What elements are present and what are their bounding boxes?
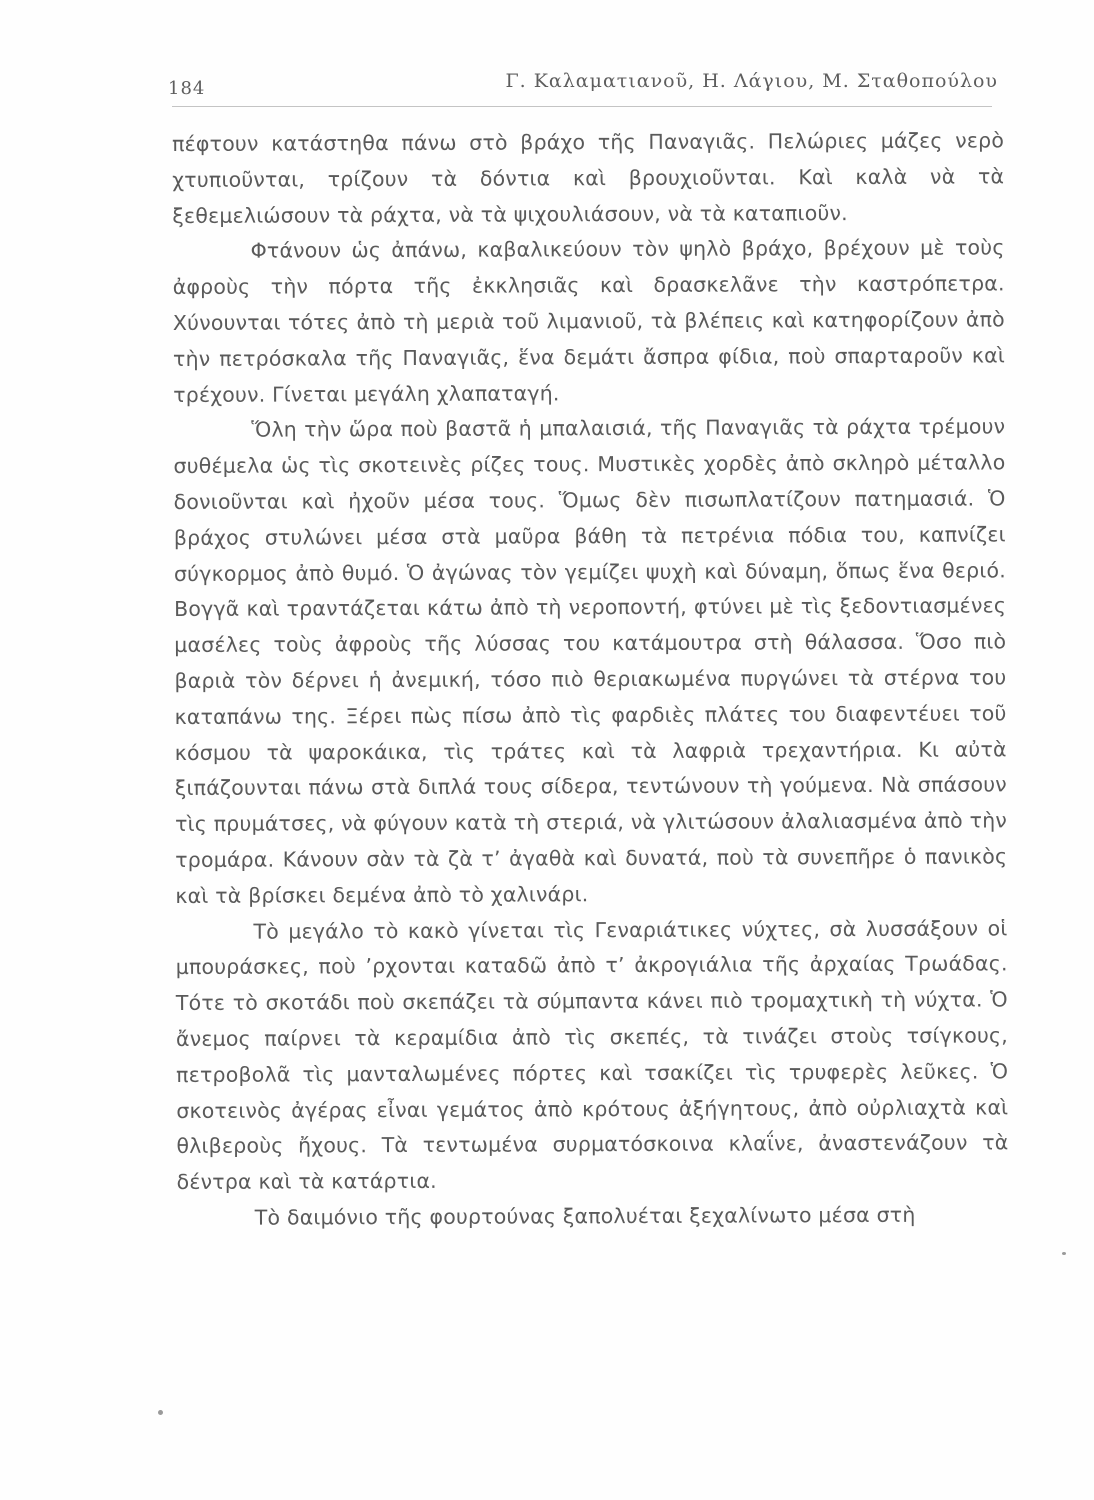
body-text — [172, 123, 1009, 1236]
paragraph: Τὸ μεγάλο τὸ κακὸ γίνεται τὶς Γεναριάτικες νύχτες, σὰ λυσσάξουν οἱ μπουράσκες, ποὺ ’ρχονται καταδῶ ἀπὸ τ’ ἀκρογιάλια τῆς ἀρχαίας Τρωάδας. Τότε τὸ σκοτάδι ποὺ σκεπάζει τὰ σύμπαντα κάνει πιὸ τρομαχτικὴ τὴ νύχτα. Ὁ ἄνεμος παίρνει τὰ κεραμίδια ἀπὸ τὶς σκεπές, τὰ τινάζει στοὺς τσίγκους, πετροβολᾶ τὶς μανταλωμένες πόρτες καὶ τσακίζει τὶς τρυφερὲς λεῦκες. Ὁ σκοτεινὸς ἀγέρας εἶναι γεμάτος ἀπὸ κρότους ἀξήγητους, ἀπὸ οὐρλιαχτὰ καὶ θλιβεροὺς ἤχους. Τὰ τεντωμένα συρματόσκοινα κλαΐνε, ἀναστενάζουν τὰ δέντρα καὶ τὰ κατάρτια. — [175, 915, 1009, 1195]
running-head-authors: Γ. Καλαματιανοῦ, Η. Λάγιου, Μ. Σταθοπούλου — [505, 70, 998, 92]
paragraph: Φτάνουν ὡς ἀπάνω, καβαλικεύουν τὸν ψηλὸ βράχο, βρέχουν μὲ τοὺς ἀφροὺς τὴν πόρτα τῆς ἐκκλησιᾶς καὶ δρασκελᾶνε τὴν καστρόπετρα. Χύνουνται τότες ἀπὸ τὴ μεριὰ τοῦ λιμανιοῦ, τὰ βλέπεις καὶ κατηφορίζουν ἀπὸ τὴν πετρόσκαλα τῆς Παναγιᾶς, ἕνα δεμάτι ἄσπρα φίδια, ποὺ σπαρταροῦν καὶ τρέχουν. Γίνεται μεγάλη χλαπαταγή. — [172, 235, 1006, 407]
page-header — [168, 70, 998, 106]
page-number: 184 — [168, 78, 206, 99]
paragraph-continues: Τὸ δαιμόνιο τῆς φουρτούνας ξαπολυέται ξεχαλίνωτο μέσα στὴ — [254, 1202, 916, 1230]
ink-speck — [158, 1410, 163, 1415]
paragraph-continued: πέφτουν κατάστηθα πάνω στὸ βράχο τῆς Παναγιᾶς. Πελώριες μάζες νερὸ χτυπιοῦνται, τρίζουν τὰ δόντια καὶ βρουχιοῦνται. Καὶ καλὰ νὰ τὰ ξεθεμελιώσουν τὰ ράχτα, νὰ τὰ ψιχουλιάσουν, νὰ τὰ καταπιοῦν. — [172, 128, 1005, 228]
header-rule — [172, 106, 992, 107]
ink-speck — [1062, 1252, 1066, 1255]
paragraph: Ὅλη τὴν ὥρα ποὺ βαστᾶ ἡ μπαλαισιά, τῆς Παναγιᾶς τὰ ράχτα τρέμουν συθέμελα ὡς τὶς σκοτεινὲς ρίζες τους. Μυστικὲς χορδὲς ἀπὸ σκληρὸ μέταλλο δονιοῦνται καὶ ἠχοῦν μέσα τους. Ὅμως δὲν πισωπλατίζουν πατημασιά. Ὁ βράχος στυλώνει μέσα στὰ μαῦρα βάθη τὰ πετρένια πόδια του, καπνίζει σύγκορμος ἀπὸ θυμό. Ὁ ἀγώνας τὸν γεμίζει ψυχὴ καὶ δύναμη, ὅπως ἕνα θεριό. Βογγᾶ καὶ τραντάζεται κάτω ἀπὸ τὴ νεροποντή, φτύνει μὲ τὶς ξεδοντιασμένες μασέλες τοὺς ἀφροὺς τῆς λύσσας του κατάμουτρα στὴ θάλασσα. Ὅσο πιὸ βαριὰ τὸν δέρνει ἡ ἀνεμική, τόσο πιὸ θεριακωμένα πυργώνει τὰ στέρνα του καταπάνω της. Ξέρει πὼς πίσω ἀπὸ τὶς φαρδιὲς πλάτες του διαφεντέυει τοῦ κόσμου τὰ ψαροκάικα, τὶς τράτες καὶ τὰ λαφριὰ τρεχαντήρια. Κι αὐτὰ ξιπάζουνται πάνω στὰ διπλά τους σίδερα, τεντώνουν τὴ γούμενα. Νὰ σπάσουν τὶς πρυμάτσες, νὰ φύγουν κατὰ τὴ στεριά, νὰ γλιτώσουν ἀλαλιασμένα ἀπὸ τὴν τρομάρα. Κάνουν σὰν τὰ ζὰ τ’ ἀγαθὰ καὶ δυνατά, ποὺ τὰ συνεπῆρε ὁ πανικὸς καὶ τὰ βρίσκει δεμένα ἀπὸ τὸ χαλινάρι. — [173, 414, 1008, 908]
